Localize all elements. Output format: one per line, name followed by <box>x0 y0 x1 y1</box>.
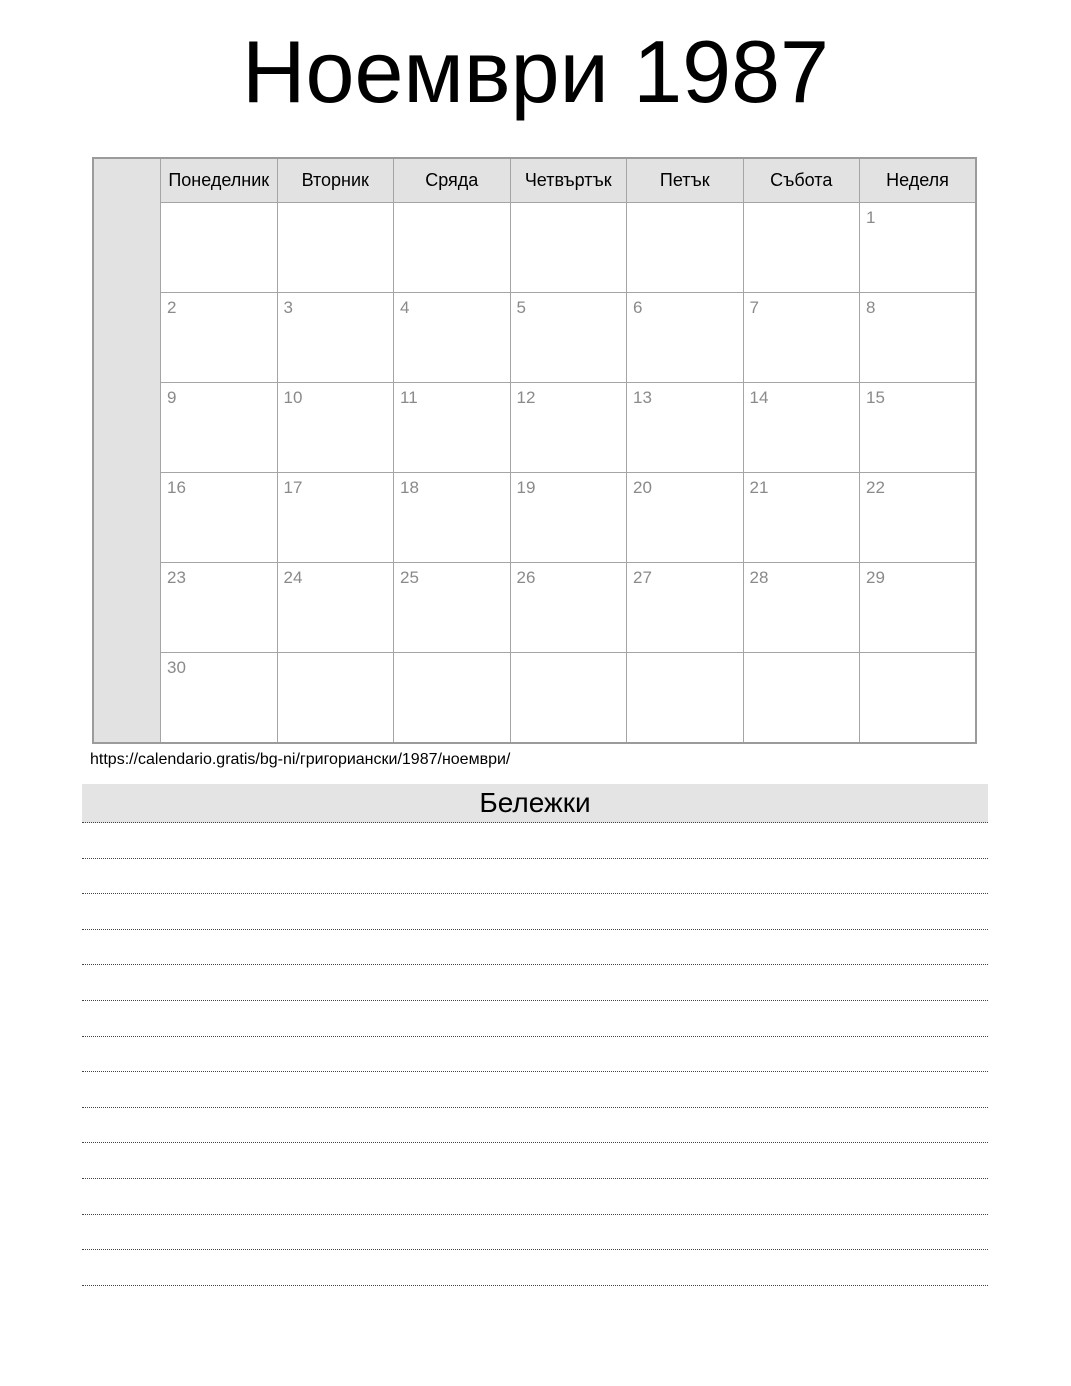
calendar-day-cell-12: 12 <box>510 383 627 473</box>
notes-section <box>82 784 988 1286</box>
note-line-2 <box>82 859 988 895</box>
note-line-5 <box>82 965 988 1001</box>
calendar-day-cell-empty <box>394 203 511 293</box>
notes-lines <box>82 823 988 1286</box>
calendar-day-cell-1: 1 <box>860 203 977 293</box>
calendar-day-cell-6: 6 <box>627 293 744 383</box>
calendar-day-cell-30: 30 <box>161 653 278 744</box>
notes-title: Бележки <box>82 784 988 823</box>
calendar-day-cell-10: 10 <box>277 383 394 473</box>
calendar-day-cell-empty <box>161 203 278 293</box>
note-line-10 <box>82 1143 988 1179</box>
calendar-day-cell-empty <box>510 203 627 293</box>
calendar-day-cell-15: 15 <box>860 383 977 473</box>
calendar-day-cell-26: 26 <box>510 563 627 653</box>
note-line-13 <box>82 1250 988 1286</box>
calendar-week-row-6 <box>93 653 976 744</box>
note-line-6 <box>82 1001 988 1037</box>
note-line-4 <box>82 930 988 966</box>
calendar-day-cell-27: 27 <box>627 563 744 653</box>
calendar-day-cell-9: 9 <box>161 383 278 473</box>
note-line-12 <box>82 1215 988 1251</box>
note-line-3 <box>82 894 988 930</box>
calendar-day-cell-empty <box>743 653 860 744</box>
weekday-header-2: Вторник <box>277 158 394 203</box>
calendar-week-row-3 <box>93 383 976 473</box>
calendar-day-cell-17: 17 <box>277 473 394 563</box>
calendar-day-cell-empty <box>860 653 977 744</box>
calendar-day-cell-8: 8 <box>860 293 977 383</box>
calendar-day-cell-3: 3 <box>277 293 394 383</box>
calendar-day-cell-24: 24 <box>277 563 394 653</box>
calendar-day-cell-5: 5 <box>510 293 627 383</box>
calendar-day-cell-22: 22 <box>860 473 977 563</box>
calendar-day-cell-4: 4 <box>394 293 511 383</box>
calendar-header-row <box>93 158 976 203</box>
page-title: Ноември 1987 <box>242 22 829 121</box>
calendar-day-cell-empty <box>627 653 744 744</box>
calendar-week-row-1 <box>93 203 976 293</box>
calendar-day-cell-25: 25 <box>394 563 511 653</box>
calendar-day-cell-18: 18 <box>394 473 511 563</box>
note-line-9 <box>82 1108 988 1144</box>
calendar-day-cell-19: 19 <box>510 473 627 563</box>
calendar-day-cell-20: 20 <box>627 473 744 563</box>
calendar-day-cell-7: 7 <box>743 293 860 383</box>
calendar-day-cell-11: 11 <box>394 383 511 473</box>
calendar-day-cell-empty <box>277 653 394 744</box>
calendar-week-row-5 <box>93 563 976 653</box>
calendar-table <box>92 157 977 744</box>
calendar-day-cell-23: 23 <box>161 563 278 653</box>
note-line-7 <box>82 1037 988 1073</box>
calendar-day-cell-28: 28 <box>743 563 860 653</box>
calendar-day-cell-14: 14 <box>743 383 860 473</box>
source-url: https://calendario.gratis/bg-ni/григориански/1987/ноември/ <box>90 751 511 768</box>
weekday-header-5: Петък <box>627 158 744 203</box>
calendar-day-cell-empty <box>394 653 511 744</box>
calendar-week-row-4 <box>93 473 976 563</box>
note-line-8 <box>82 1072 988 1108</box>
calendar-week-row-2 <box>93 293 976 383</box>
calendar-day-cell-empty <box>510 653 627 744</box>
calendar-day-cell-empty <box>743 203 860 293</box>
calendar-day-cell-29: 29 <box>860 563 977 653</box>
weekday-header-4: Четвъртък <box>510 158 627 203</box>
calendar-day-cell-empty <box>277 203 394 293</box>
calendar-day-cell-13: 13 <box>627 383 744 473</box>
weekday-header-6: Събота <box>743 158 860 203</box>
weekday-header-7: Неделя <box>860 158 977 203</box>
calendar-day-cell-21: 21 <box>743 473 860 563</box>
week-number-column <box>93 158 161 743</box>
weekday-header-1: Понеделник <box>161 158 278 203</box>
note-line-11 <box>82 1179 988 1215</box>
weekday-header-3: Сряда <box>394 158 511 203</box>
calendar-day-cell-2: 2 <box>161 293 278 383</box>
note-line-1 <box>82 823 988 859</box>
calendar-day-cell-16: 16 <box>161 473 278 563</box>
calendar-day-cell-empty <box>627 203 744 293</box>
